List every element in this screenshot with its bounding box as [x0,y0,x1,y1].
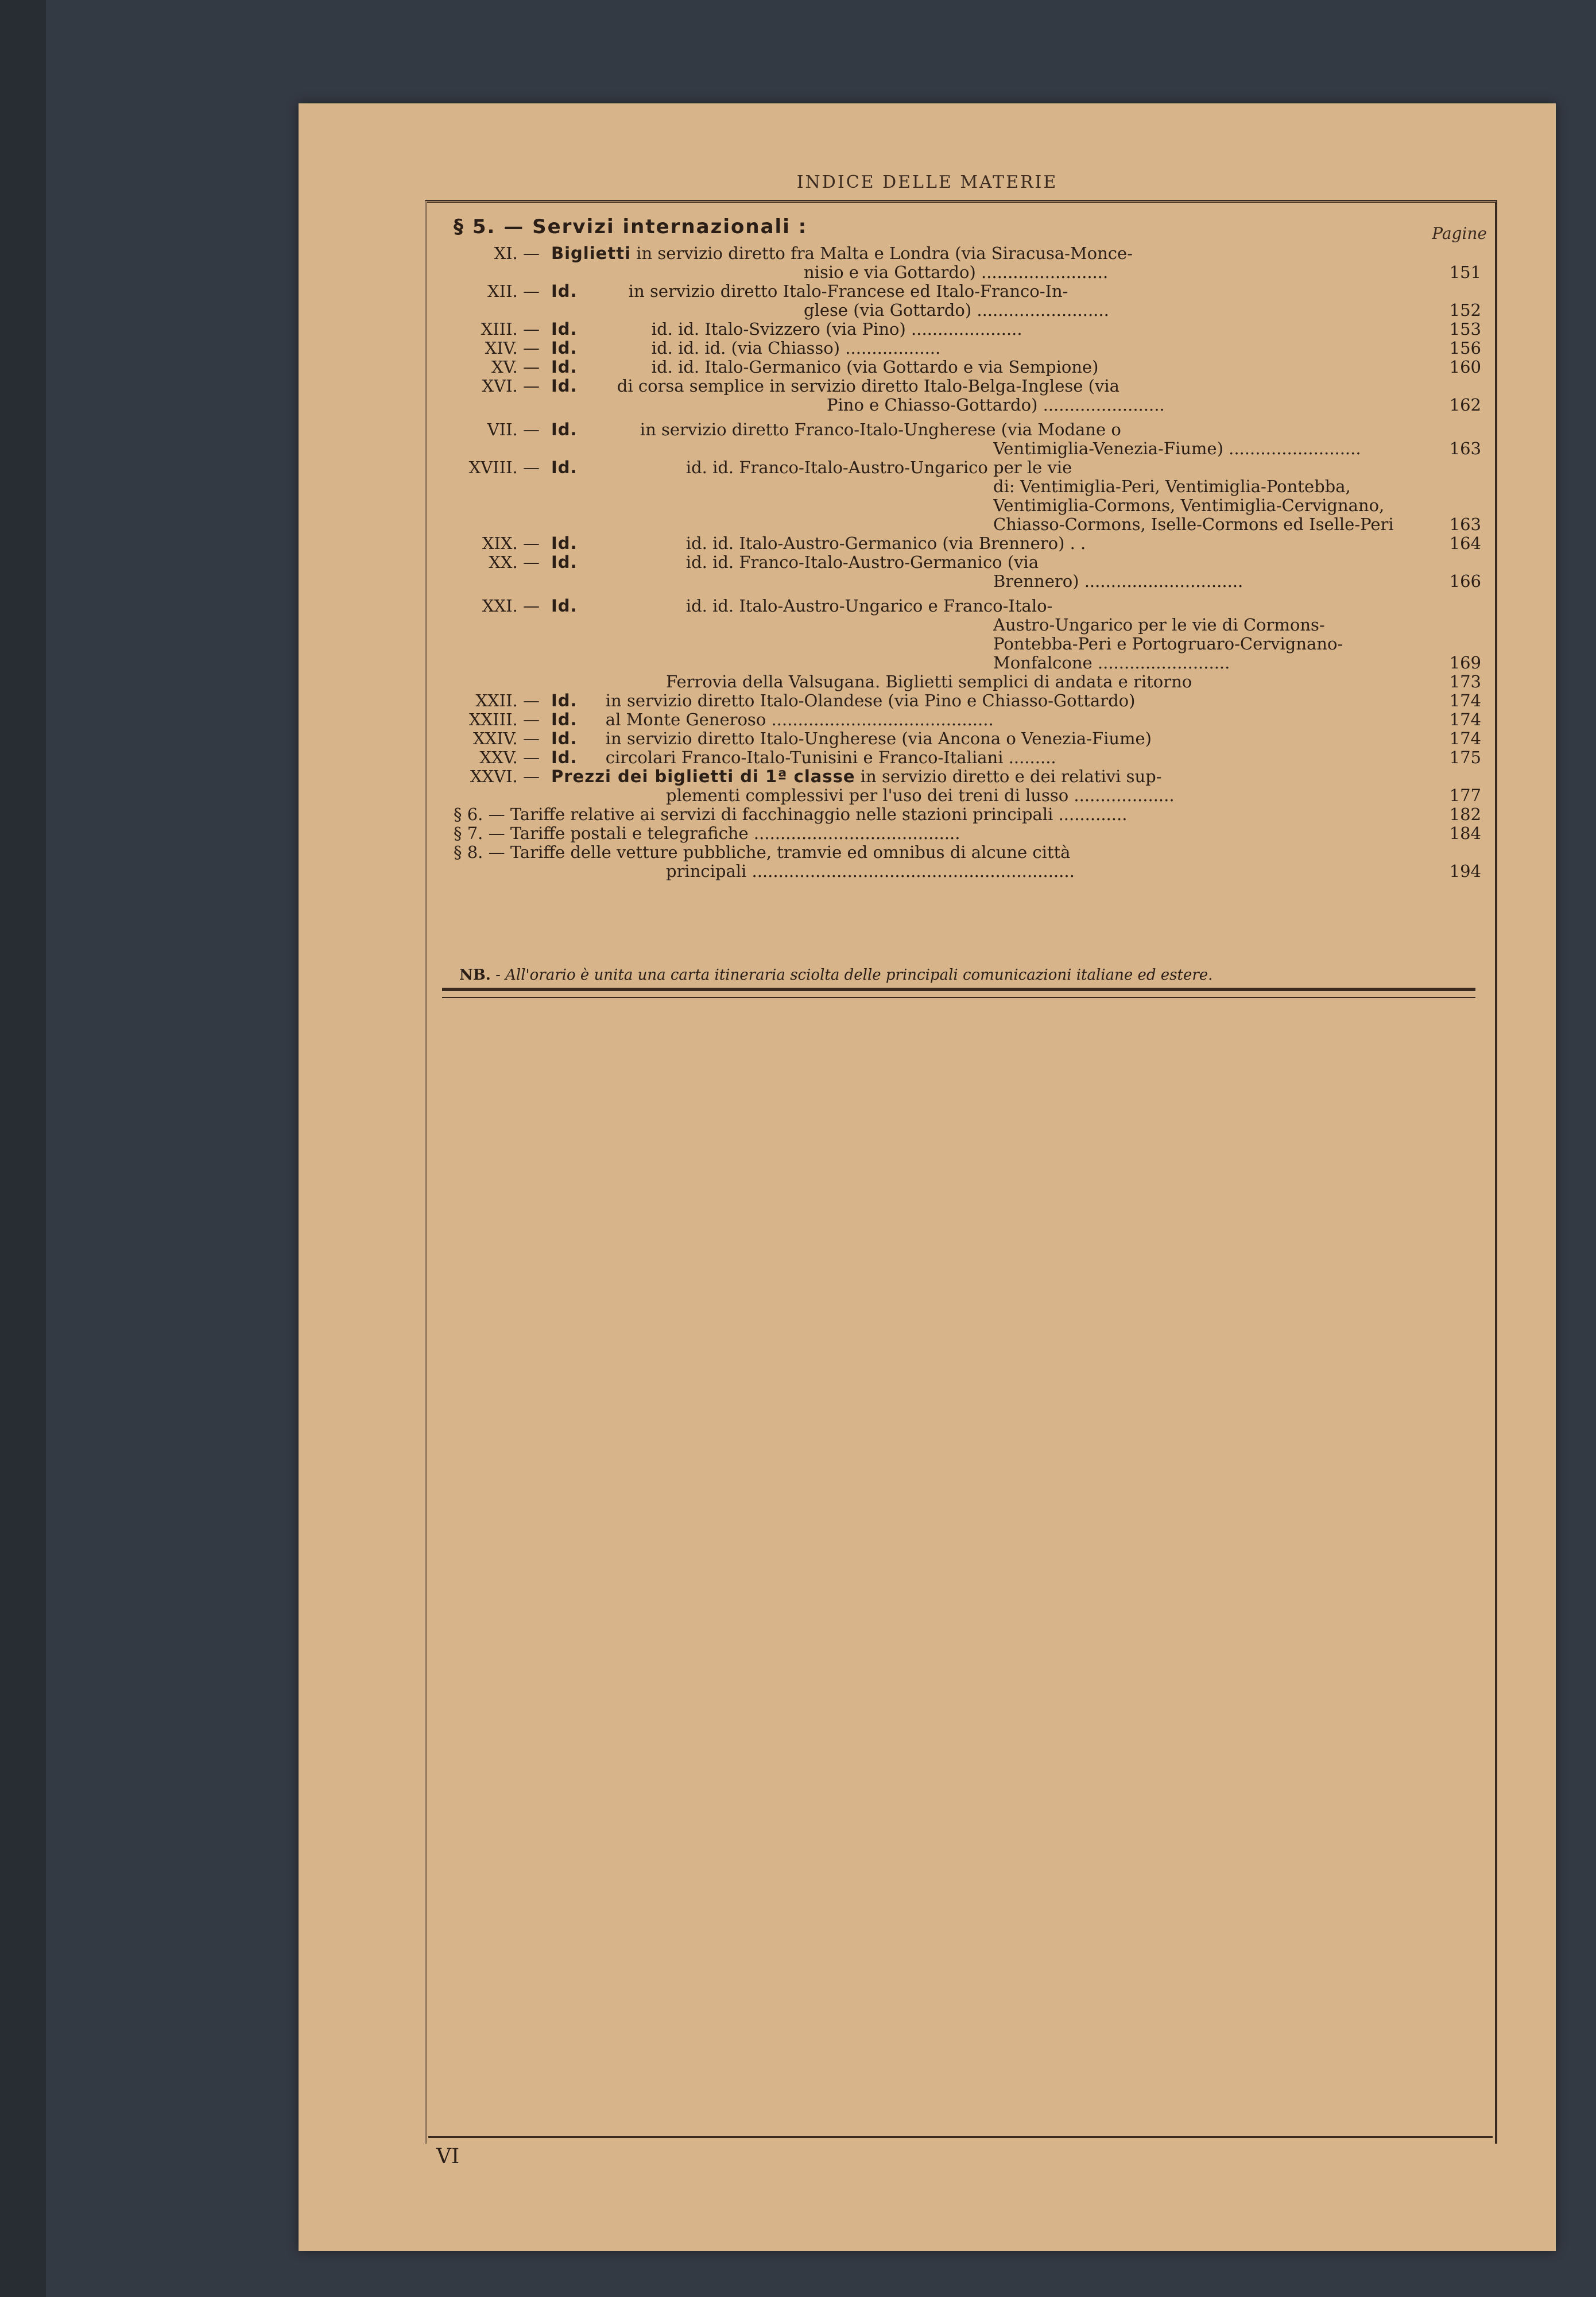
entry-text: § 6. — Tariffe relative ai servizi di facchinaggio nelle stazioni principali ............. [454,805,1128,824]
entry-page: 169 [1449,653,1481,672]
toc-entry [448,244,1481,263]
toc-entry [448,282,1481,301]
entry-label: Id. [551,691,578,710]
toc-section-entry [448,843,1481,862]
entry-label: Id. [551,748,578,767]
entry-page: 153 [1449,319,1481,339]
toc-entry [448,748,1481,767]
entry-number: XVIII. — [468,458,540,477]
entry-text: id. id. Italo-Germanico (via Gottardo e via Sempione) [651,358,1099,377]
toc-entry-continuation [448,635,1481,653]
toc-entry-continuation [448,396,1481,415]
footnote [459,966,1213,984]
book-page [299,103,1556,2251]
entry-continuation: Austro-Ungarico per le vie di Cormons- [993,616,1325,635]
entry-page: 174 [1449,691,1481,710]
entry-page: 184 [1449,823,1481,843]
entry-label: Id. [551,458,578,477]
toc-entry [448,534,1481,553]
entry-text: di corsa semplice in servizio diretto Italo-Belga-Inglese (via [617,377,1119,396]
toc-entry [448,553,1481,572]
entry-label: Id. [551,377,578,396]
entry-label: Id. [551,553,578,572]
entry-continuation: glese (via Gottardo) ......................... [804,301,1109,320]
entry-text: § 8. — Tariffe delle vetture pubbliche, tramvie ed omnibus di alcune città [454,843,1071,862]
entry-page: 164 [1449,533,1481,553]
entry-text: id. id. Franco-Italo-Austro-Ungarico per le vie [685,458,1072,477]
entry-continuation: Pontebba-Peri e Portogruaro-Cervignano- [993,635,1343,653]
entry-continuation: Monfalcone ......................... [993,653,1230,672]
entry-number: XV. — [491,357,540,377]
entry-number: XXV. — [479,748,540,767]
entry-continuation: principali ............................................................. [666,862,1075,881]
toc-entry [448,420,1481,439]
entry-label: Biglietti [551,244,632,263]
toc-entry [448,377,1481,396]
toc-entry-continuation [448,515,1481,534]
entry-number: XXVI. — [470,767,540,786]
entry-label: Id. [551,358,578,377]
toc-entry [448,320,1481,339]
entry-number: VII. — [487,420,540,439]
entry-number: XX. — [489,552,540,572]
toc-entry [448,710,1481,729]
entry-continuation: di: Ventimiglia-Peri, Ventimiglia-Pontebba, [993,477,1351,496]
entry-page: 175 [1449,748,1481,767]
toc-entry-continuation [448,496,1481,515]
entry-text: § 7. — Tariffe postali e telegrafiche ....................................... [454,824,960,843]
entry-text: in servizio diretto Italo-Olandese (via Pino e Chiasso-Gottardo) [605,691,1136,710]
toc-entry-continuation [448,263,1481,282]
entry-text: al Monte Generoso .......................................... [605,710,994,729]
toc-entry [448,767,1481,786]
toc-entry [448,597,1481,616]
footnote-text: - All'orario è unita una carta itineraria sciolta delle principali comunicazioni italiane ed estere. [495,966,1213,984]
toc-entry-continuation [448,862,1481,881]
toc-entry-continuation [448,653,1481,672]
entry-continuation: Ventimiglia-Venezia-Fiume) ......................... [993,439,1361,458]
toc-entry-continuation [448,616,1481,635]
toc-entry-continuation [448,439,1481,458]
entry-number: XXIII. — [468,710,540,729]
toc-entry [448,339,1481,358]
entry-page: 163 [1449,439,1481,458]
entry-continuation: Pino e Chiasso-Gottardo) ....................... [827,396,1165,415]
toc-entry [448,729,1481,748]
section-title: § 5. — Servizi internazionali : [454,215,808,238]
entry-text: in servizio diretto Italo-Francese ed Italo-Franco-In- [628,282,1068,301]
entry-continuation: Brennero) .............................. [993,572,1244,591]
toc-entry-continuation [448,572,1481,591]
toc-entry-continuation [448,301,1481,320]
entry-text: id. id. id. (via Chiasso) .................. [651,339,941,358]
entry-page: 177 [1449,786,1481,805]
toc-entry [448,358,1481,377]
entry-label: Id. [551,534,578,553]
entry-page: 152 [1449,300,1481,320]
entry-text: in servizio diretto Franco-Italo-Ungherese (via Modane o [640,420,1121,439]
entry-label: Id. [551,710,578,729]
entry-page: 162 [1449,395,1481,415]
entry-page: 174 [1449,729,1481,748]
entry-number: XVI. — [482,376,540,396]
toc-section-entry [448,805,1481,824]
section-divider [442,988,1475,998]
entry-number: XXI. — [482,596,540,616]
entry-number: XIII. — [481,319,540,339]
entry-label: Id. [551,320,578,339]
entry-label: Id. [551,282,578,301]
toc-entry-continuation [448,786,1481,805]
entry-page: 173 [1449,672,1481,691]
entry-continuation: nisio e via Gottardo) ........................ [804,263,1109,282]
entry-continuation: plementi complessivi per l'uso dei treni di lusso ................... [666,786,1175,805]
toc-entry [448,691,1481,710]
entry-label: Prezzi dei biglietti di 1ª classe [551,767,855,786]
page-number: VI [436,2145,460,2168]
entry-text: id. id. Italo-Austro-Ungarico e Franco-Italo- [685,597,1053,616]
entry-page: 156 [1449,338,1481,358]
entry-page: 194 [1449,861,1481,881]
entry-text: id. id. Italo-Austro-Germanico (via Brennero) . . [685,534,1086,553]
entry-number: XI. — [494,243,540,263]
entry-page: 166 [1449,571,1481,591]
toc-section-entry [448,824,1481,843]
entry-number: XXIV. — [472,729,540,748]
entry-label: Id. [551,420,578,439]
frame-bottom-rule [428,2136,1493,2138]
entry-continuation: Chiasso-Cormons, Iselle-Cormons ed Iselle-Peri [993,515,1394,534]
entry-text: id. id. Italo-Svizzero (via Pino) ..................... [651,320,1022,339]
toc-entry [448,672,1481,691]
entry-number: XII. — [487,281,540,301]
entry-number: XXII. — [475,691,540,710]
entry-page: 182 [1449,805,1481,824]
running-title: INDICE DELLE MATERIE [796,172,1058,192]
entry-text: id. id. Franco-Italo-Austro-Germanico (via [685,553,1039,572]
footnote-label: NB. [459,966,491,984]
entry-number: XIX. — [482,533,540,553]
pages-column-header: Pagine [1432,224,1487,243]
entry-label: Id. [551,597,578,616]
entry-page: 174 [1449,710,1481,729]
toc-entry-continuation [448,477,1481,496]
entry-text: in servizio diretto e dei relativi sup- [860,767,1162,786]
entry-number: XIV. — [485,338,540,358]
entry-label: Id. [551,339,578,358]
entry-page: 151 [1449,262,1481,282]
entry-text: Ferrovia della Valsugana. Biglietti semplici di andata e ritorno [666,672,1192,691]
entry-text: in servizio diretto Italo-Ungherese (via Ancona o Venezia-Fiume) [605,729,1152,748]
entry-label: Id. [551,729,578,748]
entry-continuation: Ventimiglia-Cormons, Ventimiglia-Cervignano, [993,496,1385,515]
scanner-background [0,0,46,2297]
toc-entry [448,458,1481,477]
entry-text: in servizio diretto fra Malta e Londra (via Siracusa-Monce- [636,244,1133,263]
entry-page: 163 [1449,515,1481,534]
entry-text: circolari Franco-Italo-Tunisini e Franco-Italiani ......... [605,748,1056,767]
table-of-contents [448,244,1481,881]
entry-page: 160 [1449,357,1481,377]
